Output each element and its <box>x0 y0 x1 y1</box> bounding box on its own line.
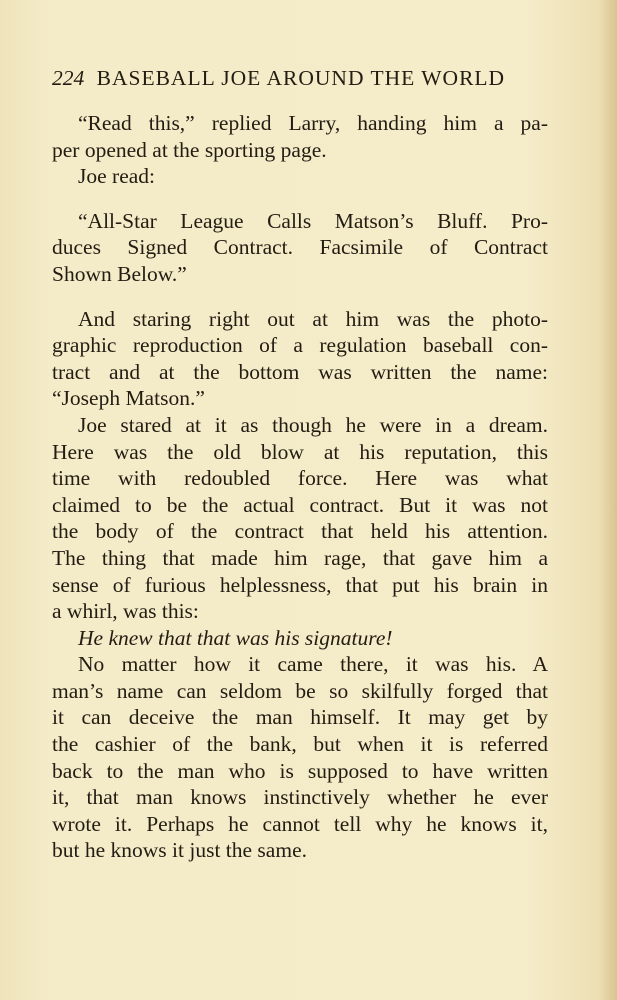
text-line: but he knows it just the same. <box>52 838 307 863</box>
text-line: The thing that made him rage, that gave him a <box>52 545 548 570</box>
text-line: graphic reproduction of a regulation baseball con- <box>52 333 548 358</box>
text-line: it, that man knows instinctively whether he ever <box>52 785 548 810</box>
text-line: Joe stared at it as though he were in a dream. <box>78 412 548 437</box>
text-line: And staring right out at him was the photo- <box>78 306 548 331</box>
text-line: Here was the old blow at his reputation, this <box>52 439 548 464</box>
text-line: a whirl, was this: <box>52 599 199 624</box>
text-line: “Joseph Matson.” <box>52 386 205 411</box>
text-line: wrote it. Perhaps he cannot tell why he knows it, <box>52 811 548 836</box>
text-line: Joe read: <box>78 164 156 189</box>
text-line: “All-Star League Calls Matson’s Bluff. Pro- <box>78 208 548 233</box>
running-title: BASEBALL JOE AROUND THE WORLD <box>96 66 506 90</box>
running-header <box>52 66 537 91</box>
text-line: sense of furious helplessness, that put his brain in <box>52 572 548 597</box>
page-body <box>52 110 548 864</box>
text-line: back to the man who is supposed to have written <box>52 758 548 783</box>
text-line: Shown Below.” <box>52 261 187 286</box>
text-line: tract and at the bottom was written the name: <box>52 359 548 384</box>
text-line: time with redoubled force. Here was what <box>52 466 548 491</box>
italic-line: He knew that that was his signature! <box>78 625 393 650</box>
text-line: per opened at the sporting page. <box>52 137 327 162</box>
page-number: 224 <box>52 66 85 90</box>
text-line: the cashier of the bank, but when it is referred <box>52 732 548 757</box>
text-line: No matter how it came there, it was his. A <box>78 652 548 677</box>
text-line: the body of the contract that held his attention. <box>52 519 548 544</box>
text-line: man’s name can seldom be so skilfully forged that <box>52 678 548 703</box>
text-line: “Read this,” replied Larry, handing him a pa- <box>78 111 548 135</box>
text-line: duces Signed Contract. Facsimile of Contract <box>52 235 548 260</box>
text-line: claimed to be the actual contract. But it was not <box>52 492 548 517</box>
text-line: it can deceive the man himself. It may get by <box>52 705 548 730</box>
